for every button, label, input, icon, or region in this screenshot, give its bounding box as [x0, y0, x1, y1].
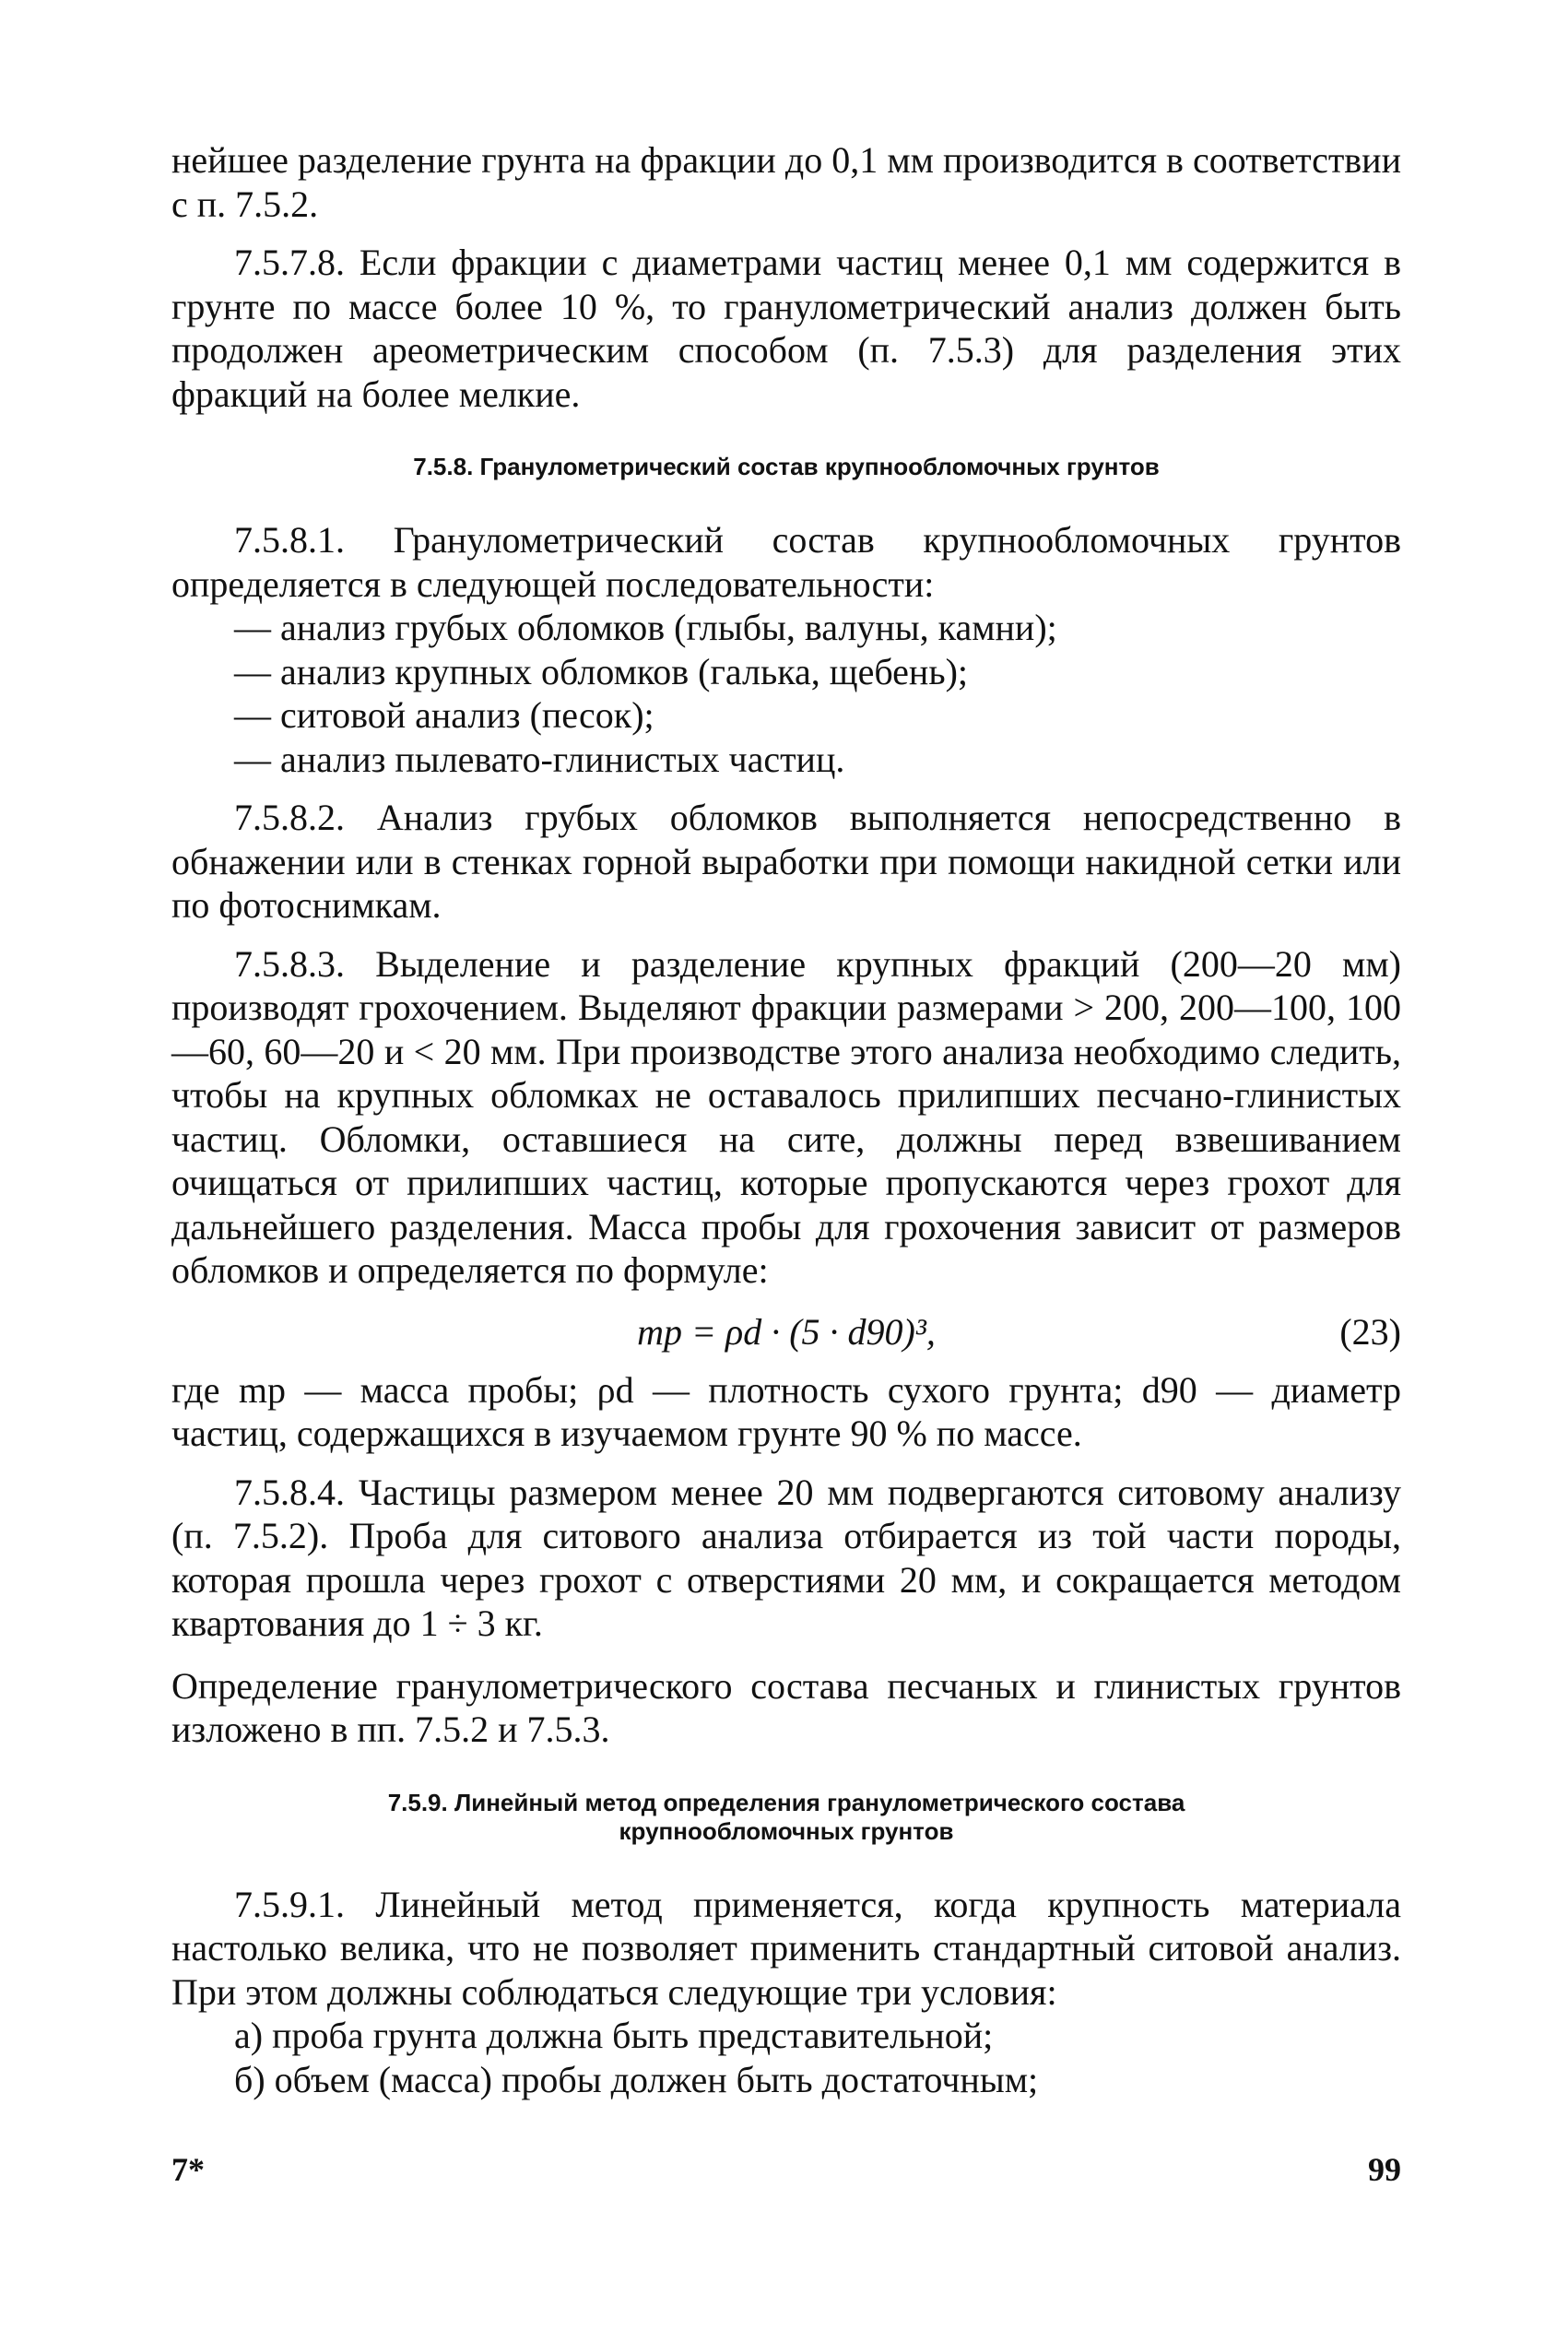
section-heading-7-5-9: 7.5.9. Линейный метод определения гранулометрического состава крупнообломочных грунтов	[387, 1788, 1185, 1845]
paragraph-7-5-8-2: 7.5.8.2. Анализ грубых обломков выполняется непосредственно в обнажении или в стенках горной выработки при помощи накидной сетки или по фотоснимкам.	[171, 797, 1401, 926]
paragraph-7-5-8-1: 7.5.8.1. Гранулометрический состав крупнообломочных грунтов определяется в следующей последовательности:	[171, 519, 1401, 605]
formula-number: (23)	[1339, 1310, 1401, 1353]
paragraph-7-5-8-3: 7.5.8.3. Выделение и разделение крупных фракций (200—20 мм) производят грохочением. Выделяют фракции размерами > 200, 200—100, 100—60, 60—20 и < 20 мм. При производстве этого анализа необходимо следить, чтобы на крупных обломках не оставалось прилипших песчано-глинистых частиц. Обломки, оставшиеся на сите, должны перед взвешиванием очищаться от прилипших частиц, которые пропускаются через грохот для дальнейшего разделения. Масса пробы для грохочения зависит от размеров обломков и определяется по формуле:	[171, 942, 1401, 1291]
paragraph-continuation: нейшее разделение грунта на фракции до 0,1 мм производится в соответствии с п. 7.5.2.	[171, 139, 1401, 225]
analysis-steps-list	[171, 606, 1401, 781]
list-item: — ситовой анализ (песок);	[234, 694, 654, 736]
page-body	[171, 138, 1401, 2101]
signature-mark: 7*	[171, 2151, 205, 2188]
formula-row	[171, 1304, 1401, 1361]
list-item: — анализ пылевато-глинистых частиц.	[234, 738, 845, 780]
condition-b: б) объем (масса) пробы должен быть достаточным;	[234, 2058, 1039, 2100]
paragraph-7-5-9-1: 7.5.9.1. Линейный метод применяется, когда крупность материала настолько велика, что не позволяет применить стандартный ситовой анализ. При этом должны соблюдаться следующие три условия:	[171, 1883, 1401, 2013]
page-number: 99	[1368, 2151, 1401, 2188]
formula-23: mp = ρd · (5 · d90)³,	[637, 1310, 936, 1353]
list-item: — анализ крупных обломков (галька, щебень);	[234, 650, 969, 692]
paragraph-7-5-8-4: 7.5.8.4. Частицы размером менее 20 мм подвергаются ситовому анализу (п. 7.5.2). Проба для ситового анализа отбирается из той части породы, которая прошла через грохот с отверстиями 20 мм, и сокращается методом квартования до 1 ÷ 3 кг.	[171, 1471, 1401, 1644]
formula-legend: где mp — масса пробы; ρd — плотность сухого грунта; d90 — диаметр частиц, содержащихся в изучаемом грунте 90 % по массе.	[171, 1368, 1401, 1454]
paragraph-definition-reference: Определение гранулометрического состава песчаных и глинистых грунтов изложено в пп. 7.5.2 и 7.5.3.	[171, 1664, 1401, 1750]
section-heading-7-5-8: 7.5.8. Гранулометрический состав крупнообломочных грунтов	[413, 453, 1160, 480]
condition-a: а) проба грунта должна быть представительной;	[234, 2015, 994, 2056]
list-item: — анализ грубых обломков (глыбы, валуны, камни);	[234, 607, 1057, 648]
paragraph-7-5-7-8: 7.5.7.8. Если фракции с диаметрами частиц менее 0,1 мм содержится в грунте по массе более 10 %, то гранулометрический анализ должен быть продолжен ареометрическим способом (п. 7.5.3) для разделения этих фракций на более мелкие.	[171, 242, 1401, 415]
